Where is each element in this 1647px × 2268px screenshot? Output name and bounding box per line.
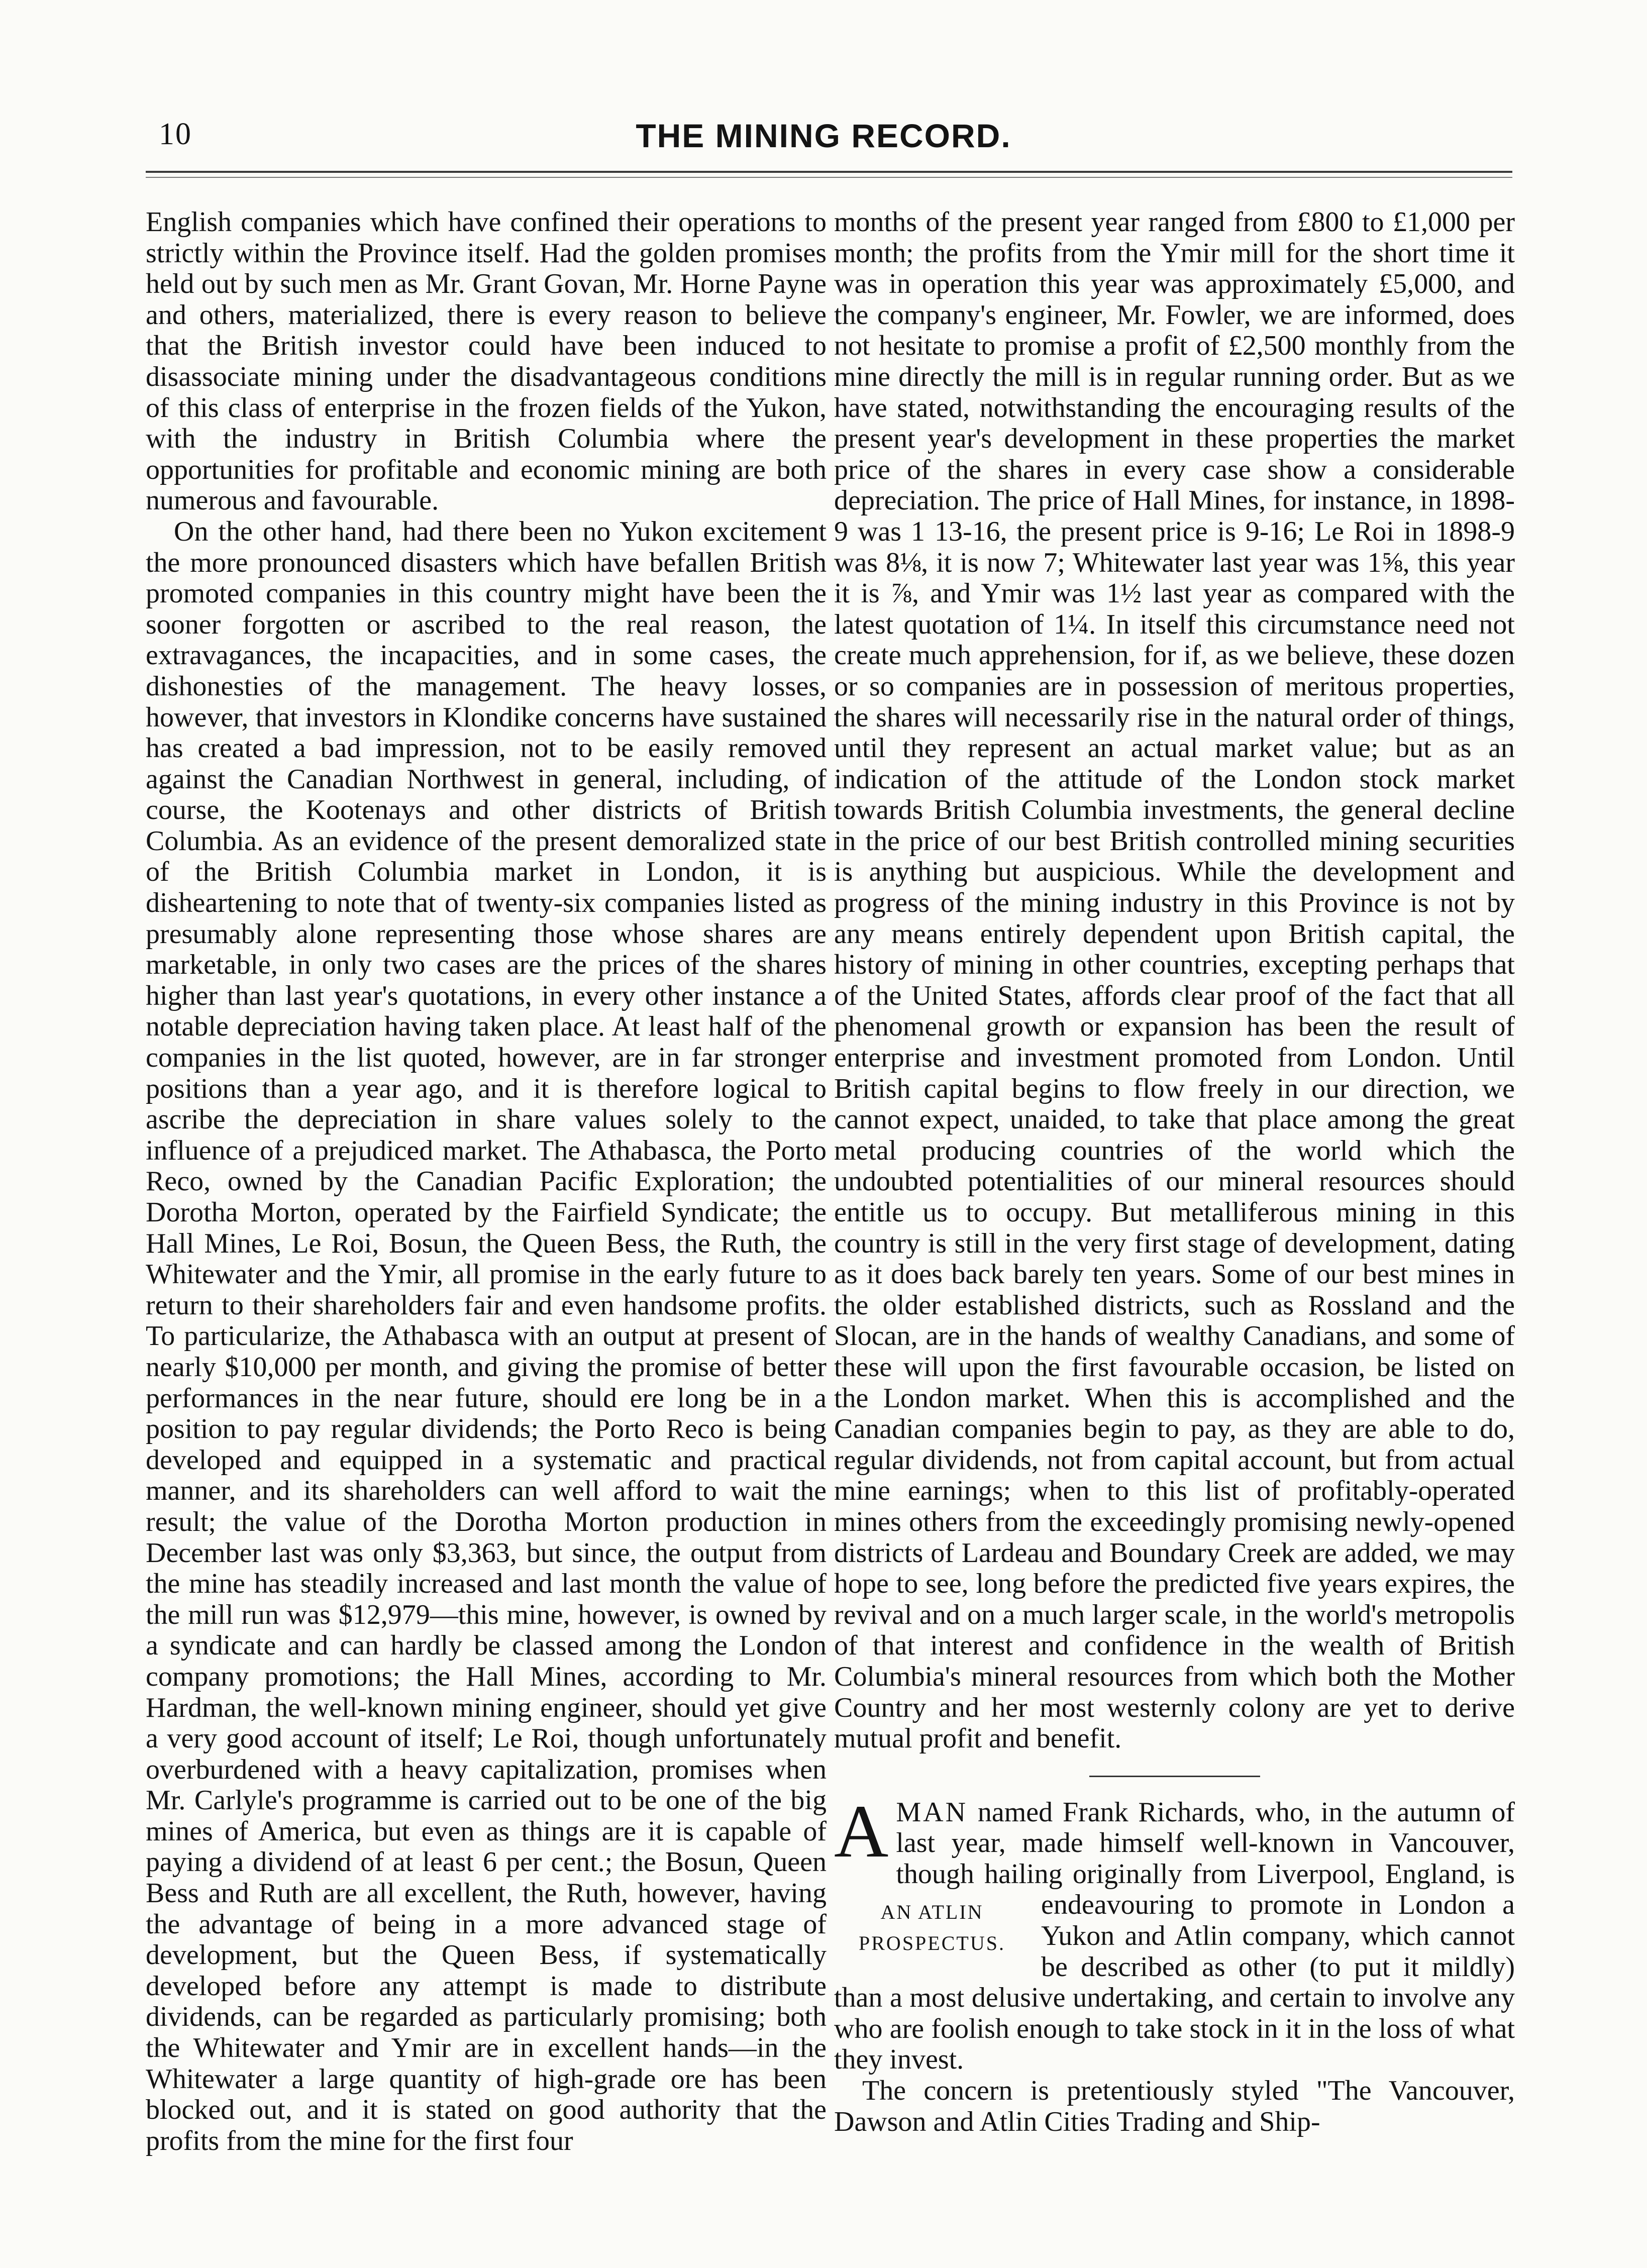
left-column (146, 207, 827, 2156)
paragraph-body: named Frank Richards, who, in the autumn of last year, made himself well-known in Vancouver, though hailing originally from Liverpool, England, is endeavouring to promote in London a Yukon and Atlin company, which cannot be described as other (to put it mildly) than a most delusive undertaking, and certain to involve any who are foolish enough to take stock in it in the loss of what they invest. (834, 1796, 1515, 2076)
section-divider (1089, 1776, 1260, 1777)
margin-note-line: PROSPECTUS. (859, 1931, 1005, 1954)
running-title: THE MINING RECORD. (636, 117, 1011, 154)
paragraph: The concern is pretentiously styled "The Vancouver, Dawson and Atlin Cities Trading and Ship- (834, 2075, 1515, 2137)
drop-cap: A (834, 1789, 889, 1873)
paragraph: months of the present year ranged from £800 to £1,000 per month; the profits from the Ymir mill for the short time it was in operation this year was approximately £5,000, and the company's engineer, Mr. Fowler, we are informed, does not hesitate to promise a profit of £2,500 monthly from the mine directly the mill is in regular running order. But as we have stated, notwithstanding the encouraging results of the present year's development in these properties the market price of the shares in every case show a considerable depreciation. The price of Hall Mines, for instance, in 1898-9 was 1 13-16, the present price is 9-16; Le Roi in 1898-9 was 8⅛, it is now 7; Whitewater last year was 1⅝, this year it is ⅞, and Ymir was 1½ last year as compared with the latest quotation of 1¼. In itself this circumstance need not create much apprehension, for if, as we believe, these dozen or so companies are in possession of meritous properties, the shares will necessarily rise in the natural order of things, until they represent an actual market value; but as an indication of the attitude of the London stock market towards British Columbia investments, the general decline in the price of our best British controlled mining securities is anything but auspicious. While the development and progress of the mining industry in this Province is not by any means entirely dependent upon British capital, the history of mining in other countries, excepting perhaps that of the United States, affords clear proof of the fact that all phenomenal growth or expansion has been the result of enterprise and investment promoted from London. Until British capital begins to flow freely in our direction, we cannot expect, unaided, to take that place among the great metal producing countries of the world which the undoubted potentialities of our mineral resources should entitle us to occupy. But metalliferous mining in this country is still in the very first stage of development, dating as it does back barely ten years. Some of our best mines in the older established districts, such as Rossland and the Slocan, are in the hands of wealthy Canadians, and some of these will upon the first favourable occasion, be listed on the London market. When this is accomplished and the Canadian companies begin to pay, as they are able to do, regular dividends, not from capital account, but from actual mine earnings; when to this list of profitably-operated mines others from the exceedingly promising newly-opened districts of Lardeau and Boundary Creek are added, we may hope to see, long before the predicted five years expires, the revival and on a much larger scale, in the world's metropolis of that interest and confidence in the wealth of British Columbia's mineral resources from which both the Mother Country and her most westernly colony are yet to derive mutual profit and benefit. (834, 207, 1515, 1755)
paragraph: On the other hand, had there been no Yukon excitement the more pronounced disasters which have befallen British promoted companies in this country might have been the sooner forgotten or ascribed to the real reason, the extravagances, the incapacities, and in some cases, the dishonesties of the management. The heavy losses, however, that investors in Klondike concerns have sustained has created a bad impression, not to be easily removed against the Canadian Northwest in general, including, of course, the Kootenays and other districts of British Columbia. As an evidence of the present demoralized state of the British Columbia market in London, it is disheartening to note that of twenty-six companies listed as presumably alone representing those whose shares are marketable, in only two cases are the prices of the shares higher than last year's quotations, in every other instance a notable depreciation having taken place. At least half of the companies in the list quoted, however, are in far stronger positions than a year ago, and it is therefore logical to ascribe the depreciation in share values solely to the influence of a prejudiced market. The Athabasca, the Porto Reco, owned by the Canadian Pacific Exploration; the Dorotha Morton, operated by the Fairfield Syndicate; the Hall Mines, Le Roi, Bosun, the Queen Bess, the Ruth, the Whitewater and the Ymir, all promise in the early future to return to their shareholders fair and even handsome profits. To particularize, the Athabasca with an output at present of nearly $10,000 per month, and giving the promise of better performances in the near future, should ere long be in a position to pay regular dividends; the Porto Reco is being developed and equipped in a systematic and practical manner, and its shareholders can well afford to wait the result; the value of the Dorotha Morton production in December last was only $3,363, but since, the output from the mine has steadily increased and last month the value of the mill run was $12,979—this mine, however, is owned by a syndicate and can hardly be classed among the London company promotions; the Hall Mines, according to Mr. Hardman, the well-known mining engineer, should yet give a very good account of itself; Le Roi, though unfortunately overburdened with a heavy capitalization, promises when Mr. Carlyle's programme is carried out to be one of the big mines of America, but even as things are it is capable of paying a dividend of at least 6 per cent.; the Bosun, Queen Bess and Ruth are all excellent, the Ruth, however, having the advantage of being in a more advanced stage of development, but the Queen Bess, if systematically developed before any attempt is made to distribute dividends, can be regarded as particularly promising; both the Whitewater and Ymir are in excellent hands—in the Whitewater a large quantity of high-grade ore has been blocked out, and it is stated on good authority that the profits from the mine for the first four (146, 516, 827, 2156)
page-header (0, 117, 1647, 157)
header-rule-secondary (146, 177, 1512, 178)
page-number: 10 (159, 117, 192, 151)
paragraph: English companies which have confined their operations to strictly within the Province itself. Had the golden promises held out by such men as Mr. Grant Govan, Mr. Horne Payne and others, materialized, there is every reason to believe that the British investor could have been induced to disassociate mining under the disadvantageous conditions of this class of enterprise in the frozen fields of the Yukon, with the industry in British Columbia where the opportunities for profitable and economic mining are both numerous and favourable. (146, 207, 827, 517)
header-rule (146, 171, 1512, 173)
lead-word: MAN (896, 1796, 968, 1828)
article-paragraph (834, 1789, 1515, 2076)
margin-note (834, 1897, 1030, 1959)
margin-note-line: AN ATLIN (880, 1900, 984, 1923)
right-column (834, 207, 1515, 2137)
